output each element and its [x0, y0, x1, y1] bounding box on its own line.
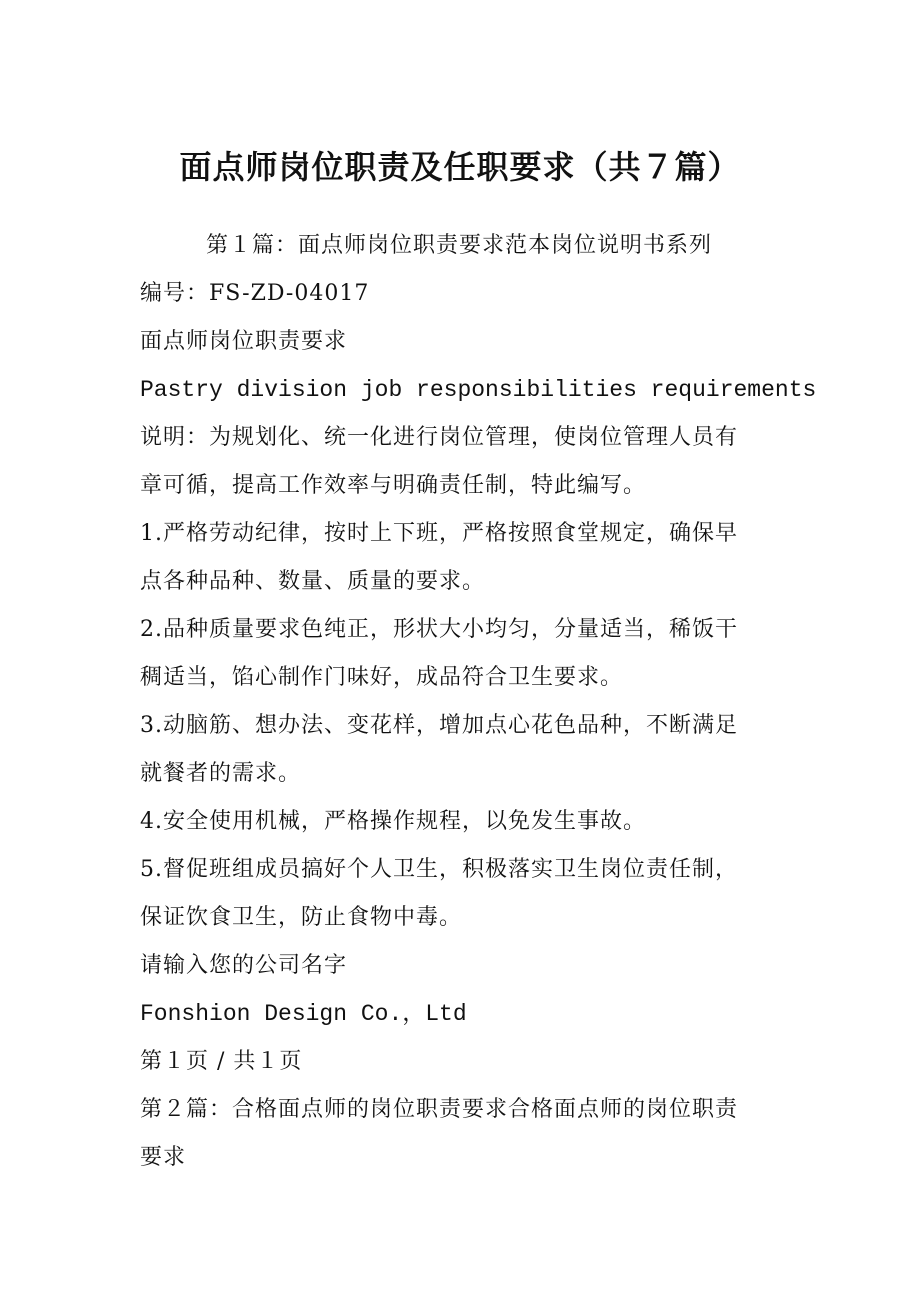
- duty-3-line-1: 3.动脑筋、想办法、变花样，增加点心花色品种，不断满足: [140, 713, 738, 738]
- company-placeholder: 请输入您的公司名字: [140, 953, 348, 978]
- job-title-cn: 面点师岗位职责要求: [140, 329, 348, 354]
- duty-2-line-1: 2.品种质量要求色纯正，形状大小均匀，分量适当，稀饭干: [140, 617, 738, 642]
- section-heading-2-line-2: 要求: [140, 1145, 187, 1170]
- section-heading-1: 第１篇：面点师岗位职责要求范本岗位说明书系列: [206, 233, 713, 258]
- duty-3-line-2: 就餐者的需求。: [140, 761, 302, 786]
- page-indicator: 第１页 / 共１页: [140, 1049, 303, 1074]
- document-body: [140, 222, 817, 1182]
- duty-2-line-2: 稠适当，馅心制作门味好，成品符合卫生要求。: [140, 665, 624, 690]
- document-title: 面点师岗位职责及任职要求（共７篇）: [179, 148, 741, 186]
- description-line-2: 章可循，提高工作效率与明确责任制，特此编写。: [140, 473, 647, 498]
- company-name: Fonshion Design Co.，Ltd: [140, 1001, 467, 1027]
- duty-5-line-2: 保证饮食卫生，防止食物中毒。: [140, 905, 463, 930]
- description-line-1: 说明：为规划化、统一化进行岗位管理，使岗位管理人员有: [140, 425, 739, 450]
- duty-1-line-1: 1.严格劳动纪律，按时上下班，严格按照食堂规定，确保早: [140, 521, 738, 546]
- document-number: 编号：FS-ZD-04017: [140, 281, 370, 306]
- duty-4-line-1: 4.安全使用机械，严格操作规程，以免发生事故。: [140, 809, 646, 834]
- duty-5-line-1: 5.督促班组成员搞好个人卫生，积极落实卫生岗位责任制，: [140, 857, 738, 882]
- section-heading-2-line-1: 第２篇：合格面点师的岗位职责要求合格面点师的岗位职责: [140, 1097, 739, 1122]
- job-title-en: Pastry division job responsibilities requirements: [140, 377, 817, 403]
- duty-1-line-2: 点各种品种、数量、质量的要求。: [140, 569, 486, 594]
